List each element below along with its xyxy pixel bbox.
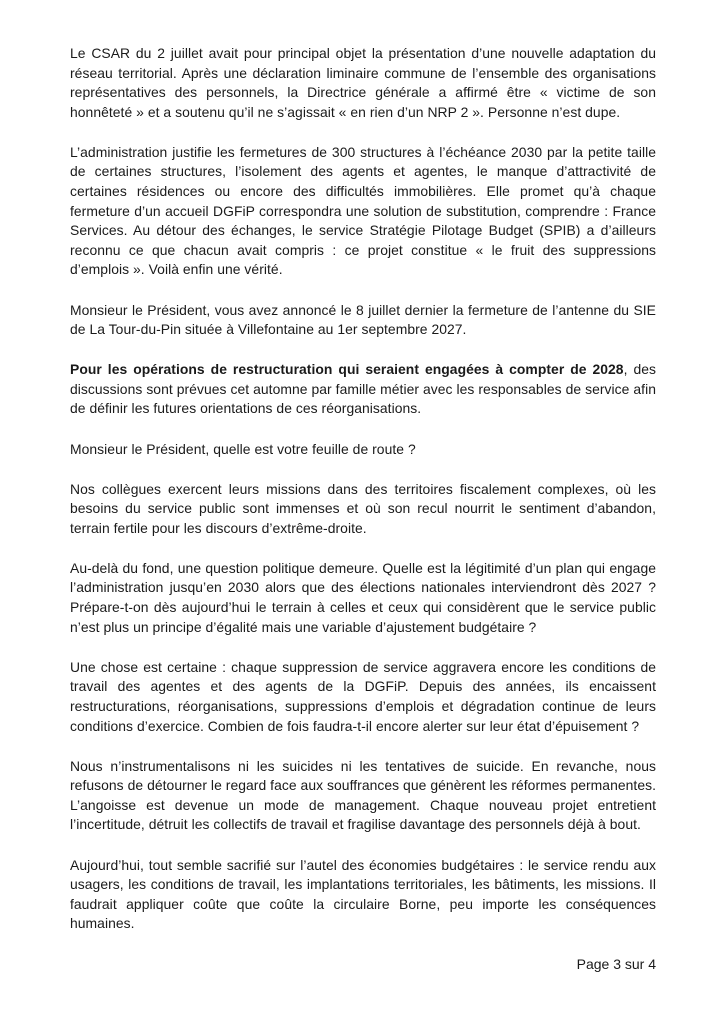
paragraph-feuille-de-route: Monsieur le Président, quelle est votre feuille de route ? bbox=[70, 440, 416, 457]
paragraph-economies: Aujourd’hui, tout semble sacrifié sur l’autel des économies budgétaires : le service rendu aux usagers, les conditions de travail, les implantations territoriales, les bâtiments, les missions. Il faudrait appliquer coûte que coûte la circulaire Borne, peu importe les conséquences humaines. bbox=[70, 856, 656, 932]
paragraph-restructuration bbox=[70, 360, 656, 419]
paragraph-csar: Le CSAR du 2 juillet avait pour principal objet la présentation d’une nouvelle adaptation du réseau territorial. Après une déclaration liminaire commune de l’ensemble des organisations représentatives des personnels, la Directrice générale a affirmé être « victime de son honnêteté » et a soutenu qu’il ne s’agissait « en rien d’un NRP 2 ». Personne n’est dupe. bbox=[70, 45, 656, 120]
paragraph-question-politique: Au-delà du fond, une question politique demeure. Quelle est la légitimité d’un plan qui engage l’administration jusqu’en 2030 alors que des élections nationales interviendront dès 2027 ? Prépare-t-on dès aujourd’hui le terrain à celles et ceux qui considèrent que le service public n’est plus un principe d’égalité mais une variable d’ajustement budgétaire ? bbox=[70, 559, 656, 635]
paragraph-suicides: Nous n’instrumentalisons ni les suicides ni les tentatives de suicide. En revanche, nous refusons de détourner le regard face aux souffrances que génèrent les réformes permanentes. L’angoisse est devenue un mode de management. Chaque nouveau projet entretient l’incertitude, détruit les collectifs de travail et fragilise davantage des personnels déjà à bout. bbox=[70, 757, 656, 833]
paragraph-territoires: Nos collègues exercent leurs missions dans des territoires fiscalement complexes, où les besoins du service public sont immenses et où son recul nourrit le sentiment d’abandon, terrain fertile pour les discours d’extrême-droite. bbox=[70, 480, 656, 536]
paragraph-restructuration-rest: , des discussions sont prévues cet automne par famille métier avec les responsables de service afin de définir les futures orientations de ces réorganisations. bbox=[70, 361, 656, 417]
paragraph-villefontaine: Monsieur le Président, vous avez annoncé le 8 juillet dernier la fermeture de l’antenne du SIE de La Tour-du-Pin située à Villefontaine au 1er septembre 2027. bbox=[70, 301, 656, 338]
page-number: Page 3 sur 4 bbox=[576, 956, 656, 972]
paragraph-fermetures: L’administration justifie les fermetures de 300 structures à l’échéance 2030 par la petite taille de certaines structures, l’isolement des agents et agentes, le manque d’attractivité de certaines résidences ou encore des difficultés immobilières. Elle promet qu’à chaque fermeture d’un accueil DGFiP correspondra une solution de substitution, comprendre : France Services. Au détour des échanges, le service Stratégie Pilotage Budget (SPIB) a d’ailleurs reconnu ce que chacun avait compris : ce projet constitue « le fruit des suppressions d’emplois ». Voilà enfin une vérité. bbox=[70, 143, 656, 278]
paragraph-restructuration-bold: Pour les opérations de restructuration qui seraient engagées à compter de 2028 bbox=[70, 361, 624, 378]
paragraph-conditions-travail: Une chose est certaine : chaque suppression de service aggravera encore les conditions de travail des agentes et des agents de la DGFiP. Depuis des années, ils encaissent restructurations, réorganisations, suppressions d’emplois et dégradation continue de leurs conditions d’exercice. Combien de fois faudra-t-il encore alerter sur leur état d’épuisement ? bbox=[70, 658, 656, 734]
